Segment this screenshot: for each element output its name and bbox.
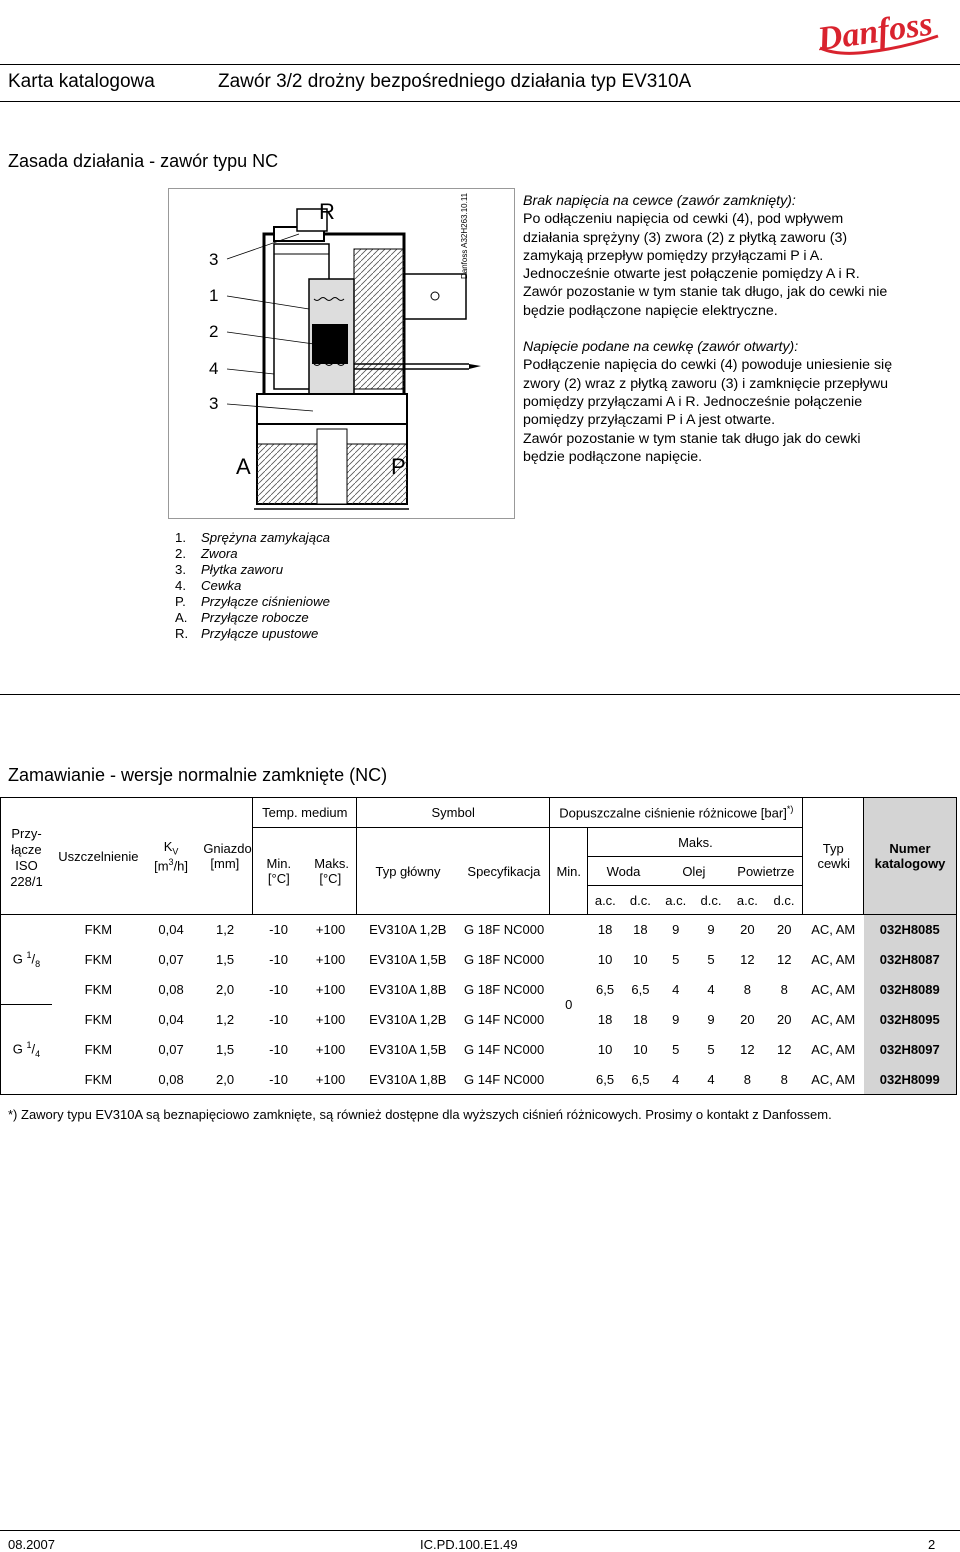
- col-header-temp-max: Maks. [°C]: [304, 828, 356, 915]
- oil-dc: 9: [707, 922, 715, 938]
- main-type: EV310A 1,2B: [369, 922, 447, 938]
- col-header-water: Woda: [588, 857, 659, 886]
- catalog-code: 032H8097: [864, 1035, 957, 1065]
- diagram-vertical-code: Danfoss A32H263.10.11: [460, 192, 469, 279]
- water-dc: 6,5: [622, 1065, 658, 1095]
- oil-ac: 9: [672, 1012, 680, 1027]
- table-row: [1, 915, 957, 945]
- coil-type: AC, AM: [811, 1042, 856, 1057]
- temp-min: -10: [253, 1065, 304, 1095]
- air-ac: 20: [740, 922, 755, 938]
- oil-dc: 4: [693, 1065, 729, 1095]
- parts-legend: [175, 530, 330, 642]
- col-header-dc: d.c.: [693, 886, 729, 915]
- orifice: 2,0: [197, 1065, 253, 1095]
- seal: FKM: [84, 922, 113, 938]
- closed-line: Zawór pozostanie w tym stanie tak długo, jak do cewki nie: [523, 284, 888, 301]
- main-type: EV310A 1,5B: [369, 1042, 447, 1057]
- spec: G 14F NC000: [464, 1042, 545, 1057]
- header-rule-top: [0, 64, 960, 65]
- water-ac: 18: [597, 922, 613, 938]
- col-header-kv: $K_V$ $[m^3/h]$: [145, 798, 197, 915]
- principle-title: Zasada działania - zawór typu NC: [8, 151, 279, 171]
- closed-line: Jednocześnie otwarte jest połączenie pomiędzy A i R.: [523, 266, 860, 283]
- oil-ac: 5: [672, 952, 680, 967]
- connection-size: G $^1/_8$: [1, 915, 52, 1005]
- oil-ac: 5: [672, 1042, 680, 1057]
- col-header-dc: d.c.: [766, 886, 803, 915]
- table-row: [1, 945, 957, 975]
- catalog-code: 032H8085: [864, 915, 957, 945]
- water-ac: 18: [597, 1012, 613, 1027]
- main-type: EV310A 1,8B: [357, 1065, 459, 1095]
- oil-ac: 9: [672, 922, 680, 938]
- air-ac: 8: [743, 982, 751, 997]
- legend-item: 2. Zwora: [175, 546, 238, 561]
- temp-min: -10: [269, 1012, 288, 1027]
- main-type: EV310A 1,5B: [369, 952, 447, 967]
- header-rule-bottom: [0, 101, 960, 102]
- col-header-symbol: Symbol: [357, 798, 550, 828]
- catalog-code: 032H8095: [864, 1005, 957, 1035]
- closed-line: będzie podłączone napięcie elektryczne.: [523, 302, 778, 319]
- diagram-label-1: 1: [209, 286, 219, 305]
- col-header-main-type: Typ główny: [357, 828, 459, 915]
- seal: FKM: [84, 1042, 113, 1057]
- air-ac: 12: [740, 952, 755, 967]
- water-ac: 6,5: [596, 982, 615, 997]
- water-dc: 18: [633, 922, 648, 938]
- spec: G 14F NC000: [459, 1065, 550, 1095]
- catalog-code: 032H8087: [864, 945, 957, 975]
- col-header-ac: a.c.: [588, 886, 622, 915]
- kv: 0,07: [158, 952, 184, 967]
- temp-max: +100: [315, 952, 346, 967]
- svg-text:Danfoss: Danfoss: [815, 6, 935, 59]
- open-line: pomiędzy przyłączami P i A jest otwarte.: [523, 412, 776, 429]
- coil-type: AC, AM: [811, 922, 856, 938]
- valve-diagram: [168, 188, 515, 519]
- seal: FKM: [84, 952, 113, 967]
- coil-type: AC, AM: [811, 982, 856, 997]
- air-ac: 20: [740, 1012, 755, 1027]
- table-row: [1, 1065, 957, 1095]
- port-p-label: P: [391, 454, 406, 479]
- legend-item: 4. Cewka: [175, 578, 242, 593]
- seal: FKM: [84, 1012, 113, 1027]
- port-a-label: A: [236, 454, 251, 479]
- open-line: Zawór pozostanie w tym stanie tak długo jak do cewki: [523, 430, 861, 447]
- orifice: 1,5: [216, 952, 235, 967]
- legend-item: P. Przyłącze ciśnieniowe: [175, 594, 330, 609]
- coil-type: AC, AM: [803, 1065, 864, 1095]
- col-header-seal: Uszczelnienie: [52, 798, 145, 915]
- seal: FKM: [84, 982, 113, 997]
- port-r-label: R: [319, 199, 335, 224]
- air-dc: 12: [777, 1042, 792, 1057]
- water-dc: 6,5: [631, 982, 650, 997]
- air-dc: 12: [777, 952, 792, 967]
- open-line: pomiędzy przyłączami A i R. Jednocześnie połączenie: [523, 393, 863, 410]
- closed-heading: Brak napięcia na cewce (zawór zamknięty):: [523, 193, 796, 209]
- ordering-title: Zamawianie - wersje normalnie zamknięte (NC): [8, 765, 388, 785]
- page-title: Zawór 3/2 drożny bezpośredniego działania typ EV310A: [218, 71, 692, 92]
- air-ac: 12: [740, 1042, 755, 1057]
- air-dc: 8: [766, 1065, 803, 1095]
- table-row: [1, 1035, 957, 1065]
- closed-line: Po odłączeniu napięcia od cewki (4), pod wpływem: [523, 211, 844, 228]
- col-header-p-min: Min.: [550, 828, 588, 915]
- orifice: 1,2: [216, 922, 235, 938]
- water-ac: 10: [597, 952, 613, 967]
- open-line: zwory (2) wraz z płytką zaworu (3) i zamknięcie przepływu: [523, 375, 889, 392]
- diagram-label-4: 4: [209, 359, 219, 378]
- p-min-value: 0: [550, 915, 588, 1095]
- legend-item: A. Przyłącze robocze: [175, 610, 309, 625]
- catalog-code: 032H8089: [864, 975, 957, 1005]
- temp-max: +100: [315, 1012, 346, 1027]
- open-line: będzie podłączone napięcie.: [523, 448, 703, 465]
- table-row: [1, 1005, 957, 1035]
- col-header-orifice: Gniazdo [mm]: [197, 798, 253, 915]
- temp-min: -10: [269, 982, 288, 997]
- footer-page-number: 2: [928, 1537, 936, 1552]
- oil-ac: 4: [672, 982, 680, 997]
- col-header-code: Numer katalogowy: [864, 798, 957, 915]
- orifice: 1,2: [216, 1012, 235, 1027]
- air-dc: 20: [777, 922, 792, 938]
- air-dc: 8: [780, 982, 788, 997]
- air-dc: 20: [777, 1012, 792, 1027]
- col-header-pressure: Dopuszczalne ciśnienie różnicowe [bar]*): [550, 798, 803, 828]
- valve-cross-section: [169, 189, 514, 518]
- spec: G 18F NC000: [464, 982, 545, 997]
- diagram-label-3-top: 3: [209, 250, 219, 269]
- footer-date: 08.2007: [8, 1537, 55, 1552]
- col-header-spec: Specyfikacja: [459, 828, 550, 915]
- col-header-temp: Temp. medium: [253, 798, 357, 828]
- oil-dc: 5: [707, 952, 715, 967]
- diagram-label-3-bottom: 3: [209, 394, 219, 413]
- open-line: Podłączenie napięcia do cewki (4) powoduje uniesienie się: [523, 357, 893, 374]
- oil-dc: 9: [707, 1012, 715, 1027]
- footer-doc-code: IC.PD.100.E1.49: [420, 1537, 518, 1552]
- kv: 0,04: [158, 922, 184, 938]
- kv: 0,07: [158, 1042, 184, 1057]
- coil-type: AC, AM: [811, 1012, 856, 1027]
- temp-min: -10: [269, 922, 288, 938]
- closed-line: zamykają przepływ pomiędzy przyłączami P i A.: [523, 247, 824, 264]
- water-dc: 18: [633, 1012, 648, 1027]
- oil-dc: 4: [707, 982, 715, 997]
- legend-item: 3. Płytka zaworu: [175, 562, 284, 577]
- col-header-temp-min: Min. [°C]: [253, 828, 304, 915]
- danfoss-logo: [808, 6, 953, 62]
- section-rule: [0, 694, 960, 695]
- kv: 0,04: [158, 1012, 184, 1027]
- footer-rule: [0, 1530, 960, 1531]
- spec: G 14F NC000: [464, 1012, 545, 1027]
- legend-item: R. Przyłącze upustowe: [175, 626, 319, 641]
- seal: FKM: [52, 1065, 145, 1095]
- col-header-oil: Olej: [659, 857, 730, 886]
- air-ac: 8: [729, 1065, 765, 1095]
- temp-min: -10: [269, 952, 288, 967]
- col-header-ac: a.c.: [729, 886, 765, 915]
- coil-type: AC, AM: [811, 952, 856, 967]
- spec: G 18F NC000: [464, 922, 545, 938]
- oil-dc: 5: [707, 1042, 715, 1057]
- water-ac: 6,5: [588, 1065, 622, 1095]
- orifice: 1,5: [216, 1042, 235, 1057]
- footnote: *) Zawory typu EV310A są beznapięciowo zamknięte, są również dostępne dla wyższych ciśnień różnicowych. Prosimy o kontakt z Danfossem.: [8, 1107, 832, 1122]
- catalog-code: 032H8099: [864, 1065, 957, 1095]
- ordering-table: [0, 797, 957, 1095]
- catalog-label: Karta katalogowa: [8, 71, 155, 92]
- connection-size: G $^1/_4$: [1, 1005, 52, 1095]
- main-type: EV310A 1,8B: [369, 982, 447, 997]
- kv: 0,08: [158, 982, 184, 997]
- col-header-p-max: Maks.: [588, 828, 803, 857]
- kv: 0,08: [145, 1065, 197, 1095]
- col-header-dc: d.c.: [622, 886, 658, 915]
- open-heading: Napięcie podane na cewkę (zawór otwarty):: [523, 339, 799, 356]
- closed-line: działania sprężyny (3) zwora (2) z płytką zaworu (3): [523, 229, 848, 246]
- main-type: EV310A 1,2B: [369, 1012, 447, 1027]
- oil-ac: 4: [659, 1065, 693, 1095]
- orifice: 2,0: [216, 982, 235, 997]
- col-header-air: Powietrze: [729, 857, 803, 886]
- temp-max: +100: [315, 1042, 346, 1057]
- water-dc: 10: [633, 952, 648, 967]
- legend-item: 1. Sprężyna zamykająca: [175, 530, 331, 545]
- water-dc: 10: [633, 1042, 648, 1057]
- diagram-label-2: 2: [209, 322, 219, 341]
- temp-max: +100: [304, 1065, 356, 1095]
- table-row: [1, 975, 957, 1005]
- temp-max: +100: [315, 982, 346, 997]
- col-header-coil: Typ cewki: [803, 798, 864, 915]
- principle-description: [523, 192, 953, 466]
- temp-min: -10: [269, 1042, 288, 1057]
- spec: G 18F NC000: [464, 952, 545, 967]
- col-header-connection: Przy-łącze ISO 228/1: [1, 798, 52, 915]
- temp-max: +100: [315, 922, 346, 938]
- water-ac: 10: [597, 1042, 613, 1057]
- col-header-ac: a.c.: [659, 886, 693, 915]
